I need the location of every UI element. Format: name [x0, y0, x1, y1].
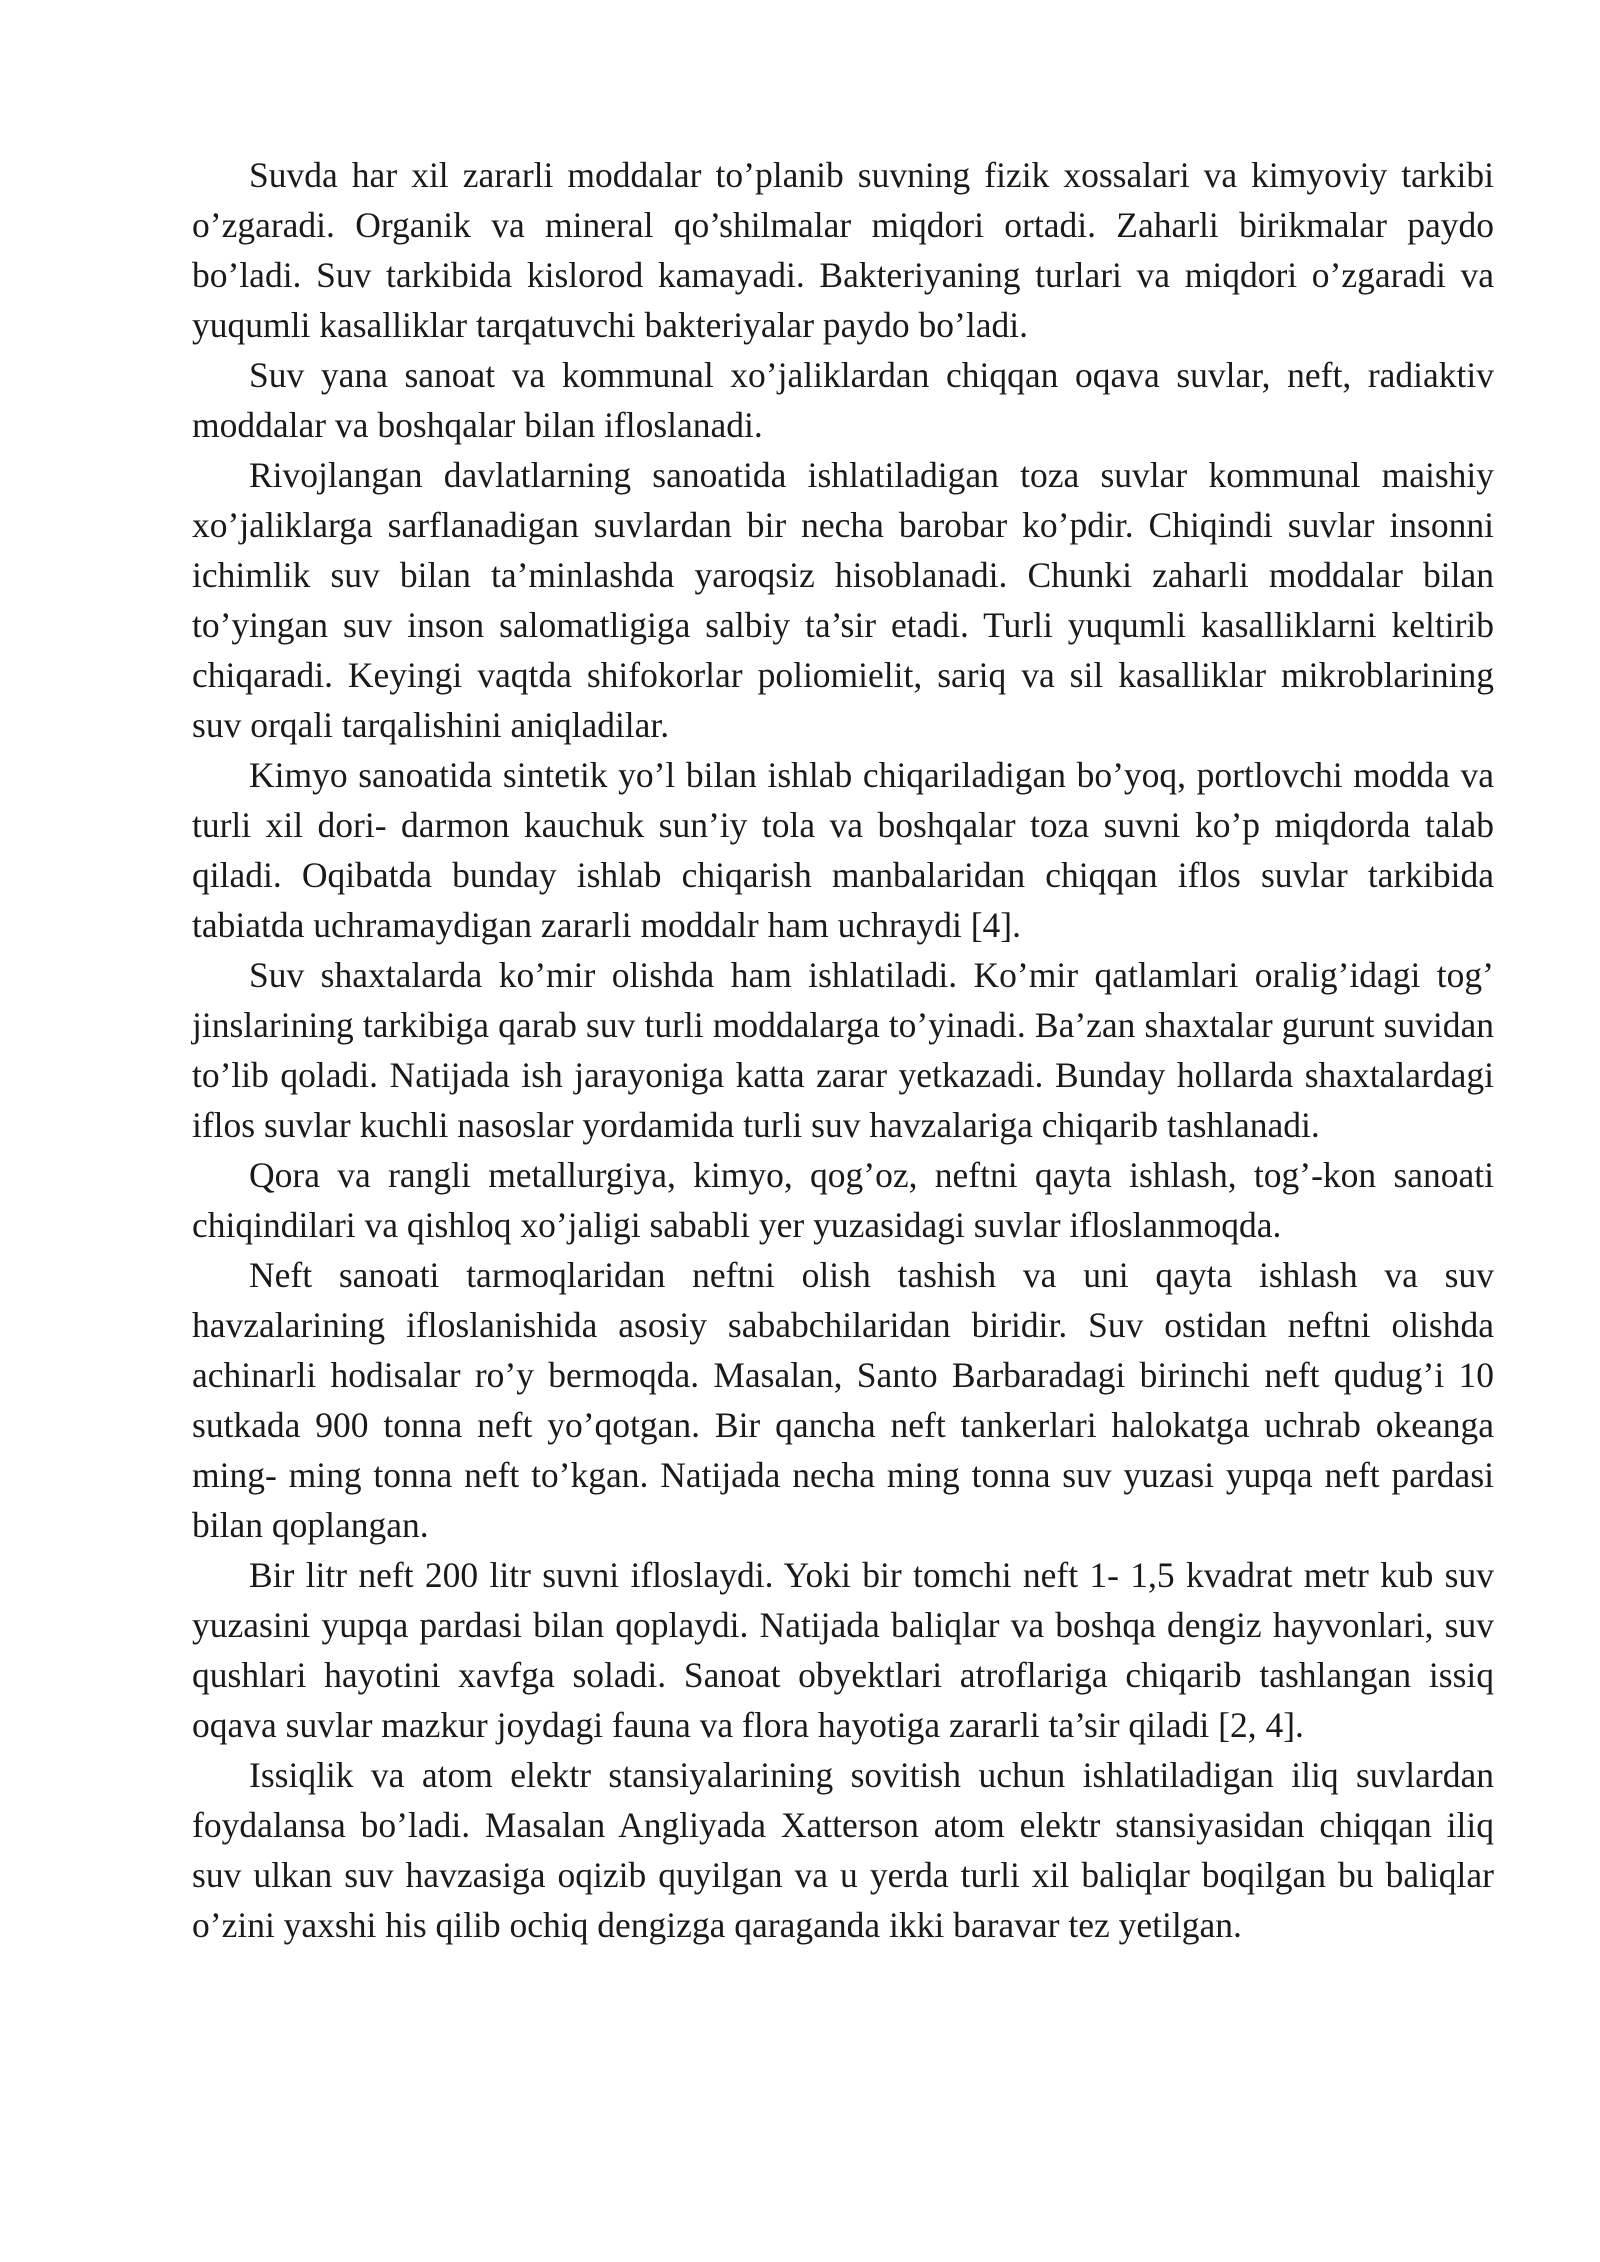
paragraph-3: Rivojlangan davlatlarning sanoatida ishlatiladigan toza suvlar kommunal maishiy xo’jaliklarga sarflanadigan suvlardan bir necha barobar ko’pdir. Chiqindi suvlar insonni ichimlik suv bilan ta’minlashda yaroqsiz hisoblanadi. Chunki zaharli moddalar bilan to’yingan suv inson salomatligiga salbiy ta’sir etadi. Turli yuqumli kasalliklarni keltirib chiqaradi. Keyingi vaqtda shifokorlar poliomielit, sariq va sil kasalliklar mikroblarining suv orqali tarqalishini aniqladilar. [192, 455, 1494, 745]
paragraph-6: Qora va rangli metallurgiya, kimyo, qog’oz, neftni qayta ishlash, tog’-kon sanoati chiqindilari va qishloq xo’jaligi sababli yer yuzasidagi suvlar ifloslanmoqda. [192, 1155, 1494, 1245]
paragraph-7: Neft sanoati tarmoqlaridan neftni olish tashish va uni qayta ishlash va suv havzalarining ifloslanishida asosiy sababchilaridan biridir. Suv ostidan neftni olishda achinarli hodisalar ro’y bermoqda. Masalan, Santo Barbaradagi birinchi neft qudug’i 10 sutkada 900 tonna neft yo’qotgan. Bir qancha neft tankerlari halokatga uchrab okeanga ming- ming tonna neft to’kgan. Natijada necha ming tonna suv yuzasi yupqa neft pardasi bilan qoplangan. [192, 1255, 1494, 1545]
paragraph-8: Bir litr neft 200 litr suvni ifloslaydi. Yoki bir tomchi neft 1- 1,5 kvadrat metr kub suv yuzasini yupqa pardasi bilan qoplaydi. Natijada baliqlar va boshqa dengiz hayvonlari, suv qushlari hayotini xavfga soladi. Sanoat obyektlari atroflariga chiqarib tashlangan issiq oqava suvlar mazkur joydagi fauna va flora hayotiga zararli ta’sir qiladi [2, 4]. [192, 1555, 1494, 1745]
paragraph-5: Suv shaxtalarda ko’mir olishda ham ishlatiladi. Ko’mir qatlamlari oralig’idagi tog’ jinslarining tarkibiga qarab suv turli moddalarga to’yinadi. Ba’zan shaxtalar gurunt suvidan to’lib qoladi. Natijada ish jarayoniga katta zarar yetkazadi. Bunday hollarda shaxtalardagi iflos suvlar kuchli nasoslar yordamida turli suv havzalariga chiqarib tashlanadi. [192, 955, 1494, 1145]
paragraph-4: Kimyo sanoatida sintetik yo’l bilan ishlab chiqariladigan bo’yoq, portlovchi modda va turli xil dori- darmon kauchuk sun’iy tola va boshqalar toza suvni ko’p miqdorda talab qiladi. Oqibatda bunday ishlab chiqarish manbalaridan chiqqan iflos suvlar tarkibida tabiatda uchramaydigan zararli moddalr ham uchraydi [4]. [192, 755, 1494, 945]
document-page [192, 150, 1494, 1950]
paragraph-1: Suvda har xil zararli moddalar to’planib suvning fizik xossalari va kimyoviy tarkibi o’zgaradi. Organik va mineral qo’shilmalar miqdori ortadi. Zaharli birikmalar paydo bo’ladi. Suv tarkibida kislorod kamayadi. Bakteriyaning turlari va miqdori o’zgaradi va yuqumli kasalliklar tarqatuvchi bakteriyalar paydo bo’ladi. [192, 155, 1494, 345]
paragraph-9: Issiqlik va atom elektr stansiyalarining sovitish uchun ishlatiladigan iliq suvlardan foydalansa bo’ladi. Masalan Angliyada Xatterson atom elektr stansiyasidan chiqqan iliq suv ulkan suv havzasiga oqizib quyilgan va u yerda turli xil baliqlar boqilgan bu baliqlar o’zini yaxshi his qilib ochiq dengizga qaraganda ikki baravar tez yetilgan. [192, 1755, 1494, 1945]
paragraph-2: Suv yana sanoat va kommunal xo’jaliklardan chiqqan oqava suvlar, neft, radiaktiv moddalar va boshqalar bilan ifloslanadi. [192, 355, 1494, 445]
